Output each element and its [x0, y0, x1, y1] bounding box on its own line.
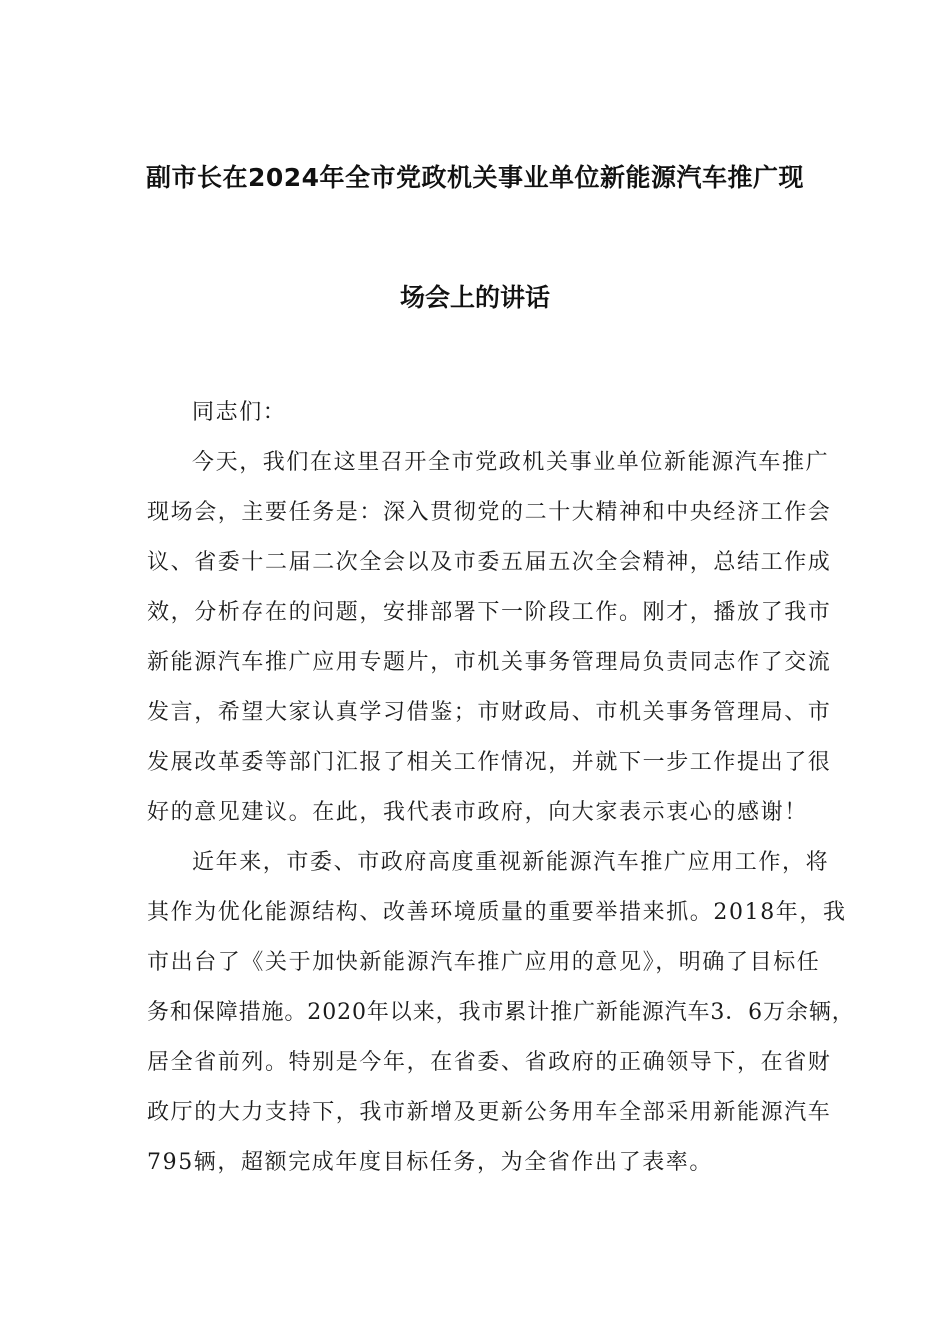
document-title-line-1: 副市长在2024年全市党政机关事业单位新能源汽车推广现	[145, 163, 805, 192]
paragraph-2-line-3: 市出台了《关于加快新能源汽车推广应用的意见》，明确了目标任	[147, 950, 821, 975]
paragraph-2-line-4: 务和保障措施。2020年以来，我市累计推广新能源汽车3．6万余辆，	[147, 1000, 855, 1025]
paragraph-1-line-1: 今天，我们在这里召开全市党政机关事业单位新能源汽车推广	[192, 450, 830, 475]
paragraph-1-line-4: 效，分析存在的问题，安排部署下一阶段工作。刚才，播放了我市	[147, 600, 832, 625]
salutation: 同志们：	[192, 400, 287, 425]
paragraph-1-line-6: 发言，希望大家认真学习借鉴；市财政局、市机关事务管理局、市	[147, 700, 832, 725]
paragraph-1-line-7: 发展改革委等部门汇报了相关工作情况，并就下一步工作提出了很	[147, 750, 832, 775]
paragraph-1-line-8: 好的意见建议。在此，我代表市政府，向大家表示衷心的感谢！	[147, 800, 808, 825]
paragraph-1-line-5: 新能源汽车推广应用专题片，市机关事务管理局负责同志作了交流	[147, 650, 832, 675]
paragraph-1-line-3: 议、省委十二届二次全会以及市委五届五次全会精神，总结工作成	[147, 550, 832, 575]
paragraph-2-line-2: 其作为优化能源结构、改善环境质量的重要举措来抓。2018年，我	[147, 900, 847, 925]
paragraph-1-line-2: 现场会，主要任务是：深入贯彻党的二十大精神和中央经济工作会	[147, 500, 832, 525]
document-title-line-2: 场会上的讲话	[399, 283, 550, 312]
paragraph-2-line-6: 政厅的大力支持下，我市新增及更新公务用车全部采用新能源汽车	[147, 1100, 832, 1125]
paragraph-2-line-7: 795辆，超额完成年度目标任务，为全省作出了表率。	[147, 1150, 713, 1175]
paragraph-2-line-1: 近年来，市委、市政府高度重视新能源汽车推广应用工作，将	[192, 850, 830, 875]
paragraph-2-line-5: 居全省前列。特别是今年，在省委、省政府的正确领导下，在省财	[147, 1050, 832, 1075]
